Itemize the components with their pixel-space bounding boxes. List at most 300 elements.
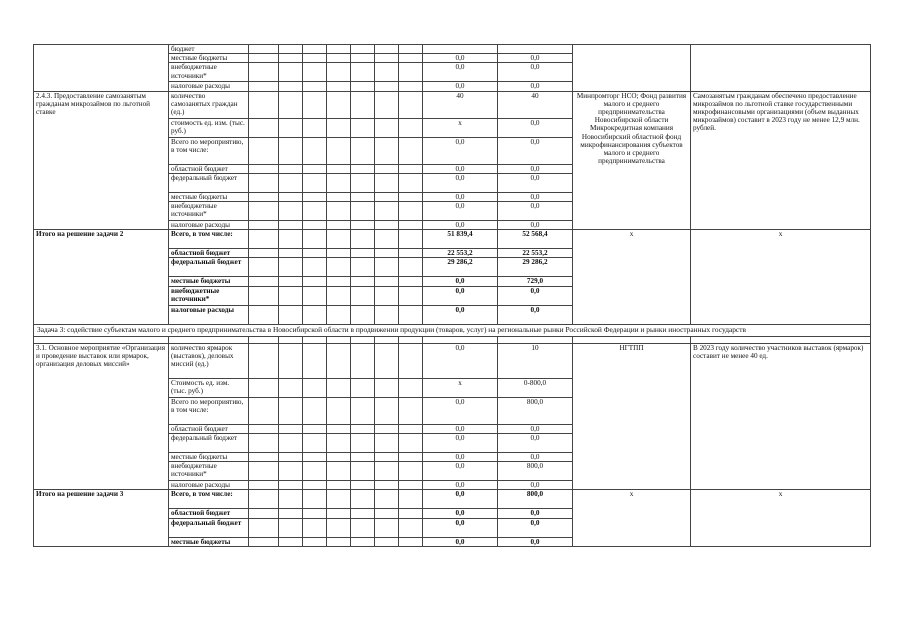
measure-name: Итого на решение задачи 2 bbox=[34, 230, 169, 324]
measure-name bbox=[34, 45, 169, 92]
measure-name: Итого на решение задачи 3 bbox=[34, 490, 169, 546]
value-2022: 0,0 bbox=[423, 343, 498, 378]
empty-cell bbox=[351, 481, 375, 490]
value-2023: 0,0 bbox=[498, 518, 573, 537]
empty-cell bbox=[303, 164, 327, 173]
value-2023: 0,0 bbox=[498, 173, 573, 192]
empty-cell bbox=[327, 286, 351, 305]
empty-cell bbox=[351, 258, 375, 277]
empty-cell bbox=[327, 378, 351, 397]
value-2023: 800,0 bbox=[498, 490, 573, 509]
empty-cell bbox=[375, 258, 399, 277]
value-2022: 22 553,2 bbox=[423, 249, 498, 258]
table-row bbox=[34, 336, 871, 343]
empty-cell bbox=[375, 118, 399, 137]
empty-cell bbox=[279, 509, 303, 518]
empty-cell bbox=[249, 397, 279, 424]
empty-cell bbox=[351, 336, 375, 343]
empty-cell bbox=[375, 518, 399, 537]
empty-cell bbox=[279, 277, 303, 286]
empty-cell bbox=[351, 118, 375, 137]
empty-cell bbox=[279, 378, 303, 397]
value-2023: 0,0 bbox=[498, 481, 573, 490]
value-2022: 29 286,2 bbox=[423, 258, 498, 277]
value-2022: 0,0 bbox=[423, 481, 498, 490]
empty-cell bbox=[249, 91, 279, 118]
empty-cell bbox=[249, 137, 279, 164]
empty-cell bbox=[279, 82, 303, 91]
indicator-label: местные бюджеты bbox=[169, 54, 249, 63]
value-2022: 0,0 bbox=[423, 434, 498, 453]
empty-cell bbox=[249, 277, 279, 286]
empty-cell bbox=[249, 336, 279, 343]
empty-cell bbox=[303, 434, 327, 453]
empty-cell bbox=[303, 481, 327, 490]
value-2022: 0,0 bbox=[423, 462, 498, 481]
empty-cell bbox=[399, 82, 423, 91]
value-2023: 0,0 bbox=[498, 82, 573, 91]
empty-cell bbox=[399, 378, 423, 397]
empty-cell bbox=[399, 45, 423, 54]
value-2022: 0,0 bbox=[423, 453, 498, 462]
empty-cell bbox=[327, 518, 351, 537]
empty-cell bbox=[375, 286, 399, 305]
empty-cell bbox=[351, 462, 375, 481]
empty-cell bbox=[249, 230, 279, 249]
empty-cell bbox=[351, 54, 375, 63]
empty-cell bbox=[498, 336, 573, 343]
empty-cell bbox=[303, 336, 327, 343]
value-2023: 800,0 bbox=[498, 397, 573, 424]
empty-cell bbox=[249, 164, 279, 173]
responsible-executor: х bbox=[573, 490, 691, 546]
empty-cell bbox=[249, 286, 279, 305]
empty-cell bbox=[279, 397, 303, 424]
empty-cell bbox=[399, 202, 423, 221]
empty-cell bbox=[279, 305, 303, 324]
indicator-label: внебюджетные источники* bbox=[169, 462, 249, 481]
value-2022: 0,0 bbox=[423, 509, 498, 518]
empty-cell bbox=[249, 202, 279, 221]
value-2023: 0,0 bbox=[498, 54, 573, 63]
indicator-label: местные бюджеты bbox=[169, 277, 249, 286]
empty-cell bbox=[303, 424, 327, 433]
empty-cell bbox=[327, 424, 351, 433]
value-2022: 0,0 bbox=[423, 202, 498, 221]
empty-cell bbox=[423, 336, 498, 343]
empty-cell bbox=[279, 462, 303, 481]
empty-cell bbox=[279, 490, 303, 509]
value-2023: 22 553,2 bbox=[498, 249, 573, 258]
value-2023: 0,0 bbox=[498, 286, 573, 305]
empty-cell bbox=[169, 336, 249, 343]
empty-cell bbox=[279, 54, 303, 63]
empty-cell bbox=[279, 258, 303, 277]
empty-cell bbox=[327, 45, 351, 54]
value-2023: 52 568,4 bbox=[498, 230, 573, 249]
empty-cell bbox=[279, 481, 303, 490]
empty-cell bbox=[303, 258, 327, 277]
empty-cell bbox=[399, 481, 423, 490]
empty-cell bbox=[399, 63, 423, 82]
indicator-label: количество самозанятых граждан (ед.) bbox=[169, 91, 249, 118]
empty-cell bbox=[303, 518, 327, 537]
value-2023 bbox=[498, 45, 573, 54]
indicator-label: Стоимость ед. изм. (тыс. руб.) bbox=[169, 378, 249, 397]
empty-cell bbox=[375, 537, 399, 546]
indicator-label: федеральный бюджет bbox=[169, 434, 249, 453]
value-2023: 0,0 bbox=[498, 118, 573, 137]
indicator-label: областной бюджет bbox=[169, 164, 249, 173]
value-2022: 0,0 bbox=[423, 424, 498, 433]
value-2022: 0,0 bbox=[423, 286, 498, 305]
value-2023: 0,0 bbox=[498, 164, 573, 173]
empty-cell bbox=[351, 277, 375, 286]
empty-cell bbox=[303, 118, 327, 137]
empty-cell bbox=[399, 490, 423, 509]
empty-cell bbox=[351, 164, 375, 173]
empty-cell bbox=[327, 305, 351, 324]
empty-cell bbox=[399, 434, 423, 453]
empty-cell bbox=[303, 490, 327, 509]
empty-cell bbox=[691, 336, 871, 343]
empty-cell bbox=[327, 537, 351, 546]
empty-cell bbox=[279, 91, 303, 118]
empty-cell bbox=[375, 192, 399, 201]
empty-cell bbox=[375, 91, 399, 118]
responsible-executor: х bbox=[573, 230, 691, 324]
empty-cell bbox=[279, 336, 303, 343]
empty-cell bbox=[351, 286, 375, 305]
empty-cell bbox=[399, 537, 423, 546]
empty-cell bbox=[375, 63, 399, 82]
indicator-label: стоимость ед. изм. (тыс. руб.) bbox=[169, 118, 249, 137]
empty-cell bbox=[351, 397, 375, 424]
empty-cell bbox=[303, 192, 327, 201]
indicator-label: местные бюджеты bbox=[169, 192, 249, 201]
empty-cell bbox=[303, 137, 327, 164]
empty-cell bbox=[327, 63, 351, 82]
indicator-label: Всего по мероприятию, в том числе: bbox=[169, 397, 249, 424]
empty-cell bbox=[351, 202, 375, 221]
measure-name: 2.4.3. Предоставление самозанятым гражданам микрозаймов по льготной ставке bbox=[34, 91, 169, 230]
empty-cell bbox=[249, 305, 279, 324]
empty-cell bbox=[249, 173, 279, 192]
indicator-label: Всего по мероприятию, в том числе: bbox=[169, 137, 249, 164]
empty-cell bbox=[249, 82, 279, 91]
empty-cell bbox=[303, 45, 327, 54]
table-row bbox=[34, 324, 871, 336]
empty-cell bbox=[249, 509, 279, 518]
expected-result: Самозанятым гражданам обеспечено предоставление микрозаймов по льготной ставке государственными микрофинансовыми организациями (объем выданных микрозаймов) составит в 2023 году не менее 12,9 млн. рублей. bbox=[691, 91, 871, 230]
empty-cell bbox=[399, 164, 423, 173]
empty-cell bbox=[399, 54, 423, 63]
empty-cell bbox=[327, 453, 351, 462]
empty-cell bbox=[249, 490, 279, 509]
empty-cell bbox=[327, 118, 351, 137]
empty-cell bbox=[375, 509, 399, 518]
program-table bbox=[33, 44, 871, 547]
indicator-label: федеральный бюджет bbox=[169, 258, 249, 277]
empty-cell bbox=[249, 258, 279, 277]
empty-cell bbox=[249, 424, 279, 433]
empty-cell bbox=[303, 54, 327, 63]
empty-cell bbox=[249, 63, 279, 82]
empty-cell bbox=[249, 118, 279, 137]
empty-cell bbox=[303, 537, 327, 546]
empty-cell bbox=[327, 54, 351, 63]
value-2022: 0,0 bbox=[423, 173, 498, 192]
empty-cell bbox=[375, 173, 399, 192]
empty-cell bbox=[279, 173, 303, 192]
empty-cell bbox=[375, 221, 399, 230]
indicator-label: налоговые расходы bbox=[169, 305, 249, 324]
expected-result bbox=[691, 45, 871, 92]
value-2023: 0,0 bbox=[498, 202, 573, 221]
empty-cell bbox=[399, 343, 423, 378]
empty-cell bbox=[375, 137, 399, 164]
empty-cell bbox=[351, 82, 375, 91]
value-2022: 0,0 bbox=[423, 397, 498, 424]
value-2023: 0-800,0 bbox=[498, 378, 573, 397]
value-2023: 10 bbox=[498, 343, 573, 378]
empty-cell bbox=[399, 453, 423, 462]
empty-cell bbox=[279, 434, 303, 453]
value-2023: 0,0 bbox=[498, 192, 573, 201]
value-2022: х bbox=[423, 378, 498, 397]
measure-name: 3.1. Основное мероприятие «Организация и проведение выставок или ярмарок, организация деловых миссий» bbox=[34, 343, 169, 490]
empty-cell bbox=[327, 258, 351, 277]
empty-cell bbox=[375, 45, 399, 54]
value-2022: 0,0 bbox=[423, 82, 498, 91]
empty-cell bbox=[327, 481, 351, 490]
empty-cell bbox=[279, 230, 303, 249]
indicator-label: Всего, в том числе: bbox=[169, 230, 249, 249]
empty-cell bbox=[303, 343, 327, 378]
responsible-executor: Минпромторг НСО; Фонд развития малого и среднего предпринимательства Новосибирской области Микрокредитная компания Новосибирский областной фонд микрофинансирования субъектов малого и среднего предпринимательства bbox=[573, 91, 691, 230]
empty-cell bbox=[303, 397, 327, 424]
empty-cell bbox=[351, 305, 375, 324]
empty-cell bbox=[399, 91, 423, 118]
table-row bbox=[34, 91, 871, 118]
expected-result: В 2023 году количество участников выставок (ярмарок) составит не менее 40 ед. bbox=[691, 343, 871, 490]
empty-cell bbox=[249, 481, 279, 490]
empty-cell bbox=[375, 343, 399, 378]
empty-cell bbox=[399, 173, 423, 192]
value-2022: х bbox=[423, 118, 498, 137]
empty-cell bbox=[351, 537, 375, 546]
empty-cell bbox=[351, 230, 375, 249]
empty-cell bbox=[399, 286, 423, 305]
empty-cell bbox=[303, 91, 327, 118]
empty-cell bbox=[303, 462, 327, 481]
value-2022: 0,0 bbox=[423, 537, 498, 546]
indicator-label: внебюджетные источники* bbox=[169, 202, 249, 221]
empty-cell bbox=[351, 192, 375, 201]
indicator-label: областной бюджет bbox=[169, 424, 249, 433]
empty-cell bbox=[279, 537, 303, 546]
value-2023: 729,0 bbox=[498, 277, 573, 286]
empty-cell bbox=[303, 230, 327, 249]
indicator-label: федеральный бюджет bbox=[169, 173, 249, 192]
empty-cell bbox=[327, 137, 351, 164]
indicator-label: местные бюджеты bbox=[169, 453, 249, 462]
empty-cell bbox=[327, 202, 351, 221]
empty-cell bbox=[279, 249, 303, 258]
empty-cell bbox=[249, 537, 279, 546]
indicator-label: местные бюджеты bbox=[169, 537, 249, 546]
value-2023: 0,0 bbox=[498, 537, 573, 546]
indicator-label: налоговые расходы bbox=[169, 221, 249, 230]
empty-cell bbox=[375, 230, 399, 249]
empty-cell bbox=[327, 343, 351, 378]
empty-cell bbox=[351, 173, 375, 192]
value-2023: 0,0 bbox=[498, 434, 573, 453]
empty-cell bbox=[351, 343, 375, 378]
expected-result: х bbox=[691, 490, 871, 546]
empty-cell bbox=[399, 258, 423, 277]
value-2023: 0,0 bbox=[498, 137, 573, 164]
empty-cell bbox=[327, 221, 351, 230]
empty-cell bbox=[327, 434, 351, 453]
empty-cell bbox=[399, 230, 423, 249]
empty-cell bbox=[375, 481, 399, 490]
empty-cell bbox=[279, 118, 303, 137]
value-2023: 0,0 bbox=[498, 424, 573, 433]
empty-cell bbox=[351, 63, 375, 82]
empty-cell bbox=[375, 397, 399, 424]
value-2022: 0,0 bbox=[423, 137, 498, 164]
empty-cell bbox=[34, 336, 169, 343]
empty-cell bbox=[351, 249, 375, 258]
table-row bbox=[34, 45, 871, 54]
empty-cell bbox=[327, 192, 351, 201]
empty-cell bbox=[249, 462, 279, 481]
empty-cell bbox=[399, 424, 423, 433]
value-2022: 51 839,4 bbox=[423, 230, 498, 249]
empty-cell bbox=[327, 490, 351, 509]
value-2022: 40 bbox=[423, 91, 498, 118]
empty-cell bbox=[399, 249, 423, 258]
responsible-executor bbox=[573, 45, 691, 92]
empty-cell bbox=[279, 286, 303, 305]
task-heading: Задача 3: содействие субъектам малого и среднего предпринимательства в Новосибирской области в продвижении продукции (товаров, услуг) на региональные рынки Российской Федерации и рынки иностранных государств bbox=[34, 324, 871, 336]
empty-cell bbox=[351, 137, 375, 164]
value-2023: 0,0 bbox=[498, 63, 573, 82]
empty-cell bbox=[375, 164, 399, 173]
value-2022: 0,0 bbox=[423, 63, 498, 82]
empty-cell bbox=[399, 305, 423, 324]
empty-cell bbox=[327, 462, 351, 481]
empty-cell bbox=[249, 54, 279, 63]
empty-cell bbox=[249, 45, 279, 54]
value-2022: 0,0 bbox=[423, 490, 498, 509]
empty-cell bbox=[351, 45, 375, 54]
empty-cell bbox=[249, 221, 279, 230]
empty-cell bbox=[249, 343, 279, 378]
empty-cell bbox=[399, 518, 423, 537]
indicator-label: внебюджетные источники* bbox=[169, 63, 249, 82]
empty-cell bbox=[327, 249, 351, 258]
responsible-executor: НГТПП bbox=[573, 343, 691, 490]
indicator-label: внебюджетные источники* bbox=[169, 286, 249, 305]
value-2022: 0,0 bbox=[423, 192, 498, 201]
empty-cell bbox=[279, 424, 303, 433]
empty-cell bbox=[399, 397, 423, 424]
empty-cell bbox=[351, 518, 375, 537]
empty-cell bbox=[327, 336, 351, 343]
value-2022: 0,0 bbox=[423, 277, 498, 286]
empty-cell bbox=[375, 82, 399, 91]
empty-cell bbox=[303, 249, 327, 258]
table-body bbox=[34, 45, 871, 547]
indicator-label: федеральный бюджет bbox=[169, 518, 249, 537]
empty-cell bbox=[399, 137, 423, 164]
value-2022 bbox=[423, 45, 498, 54]
empty-cell bbox=[279, 192, 303, 201]
empty-cell bbox=[303, 286, 327, 305]
empty-cell bbox=[351, 453, 375, 462]
table-row bbox=[34, 343, 871, 378]
empty-cell bbox=[399, 509, 423, 518]
empty-cell bbox=[375, 305, 399, 324]
empty-cell bbox=[375, 336, 399, 343]
indicator-label: бюджет bbox=[169, 45, 249, 54]
value-2023: 0,0 bbox=[498, 305, 573, 324]
empty-cell bbox=[279, 164, 303, 173]
empty-cell bbox=[375, 434, 399, 453]
empty-cell bbox=[303, 82, 327, 91]
empty-cell bbox=[375, 424, 399, 433]
empty-cell bbox=[375, 490, 399, 509]
empty-cell bbox=[249, 434, 279, 453]
empty-cell bbox=[327, 173, 351, 192]
value-2023: 0,0 bbox=[498, 453, 573, 462]
empty-cell bbox=[279, 63, 303, 82]
value-2022: 0,0 bbox=[423, 164, 498, 173]
empty-cell bbox=[399, 221, 423, 230]
empty-cell bbox=[303, 378, 327, 397]
value-2023: 800,0 bbox=[498, 462, 573, 481]
empty-cell bbox=[375, 54, 399, 63]
empty-cell bbox=[279, 453, 303, 462]
empty-cell bbox=[249, 378, 279, 397]
empty-cell bbox=[351, 424, 375, 433]
empty-cell bbox=[351, 221, 375, 230]
empty-cell bbox=[279, 221, 303, 230]
empty-cell bbox=[279, 45, 303, 54]
empty-cell bbox=[375, 453, 399, 462]
empty-cell bbox=[303, 305, 327, 324]
empty-cell bbox=[399, 462, 423, 481]
value-2022: 0,0 bbox=[423, 54, 498, 63]
value-2022: 0,0 bbox=[423, 221, 498, 230]
empty-cell bbox=[249, 518, 279, 537]
empty-cell bbox=[399, 277, 423, 286]
empty-cell bbox=[303, 173, 327, 192]
table-row bbox=[34, 230, 871, 249]
empty-cell bbox=[375, 378, 399, 397]
empty-cell bbox=[375, 462, 399, 481]
empty-cell bbox=[573, 336, 691, 343]
empty-cell bbox=[303, 202, 327, 221]
indicator-label: Всего, в том числе: bbox=[169, 490, 249, 509]
value-2023: 0,0 bbox=[498, 221, 573, 230]
empty-cell bbox=[303, 63, 327, 82]
empty-cell bbox=[327, 91, 351, 118]
empty-cell bbox=[351, 91, 375, 118]
value-2023: 0,0 bbox=[498, 509, 573, 518]
